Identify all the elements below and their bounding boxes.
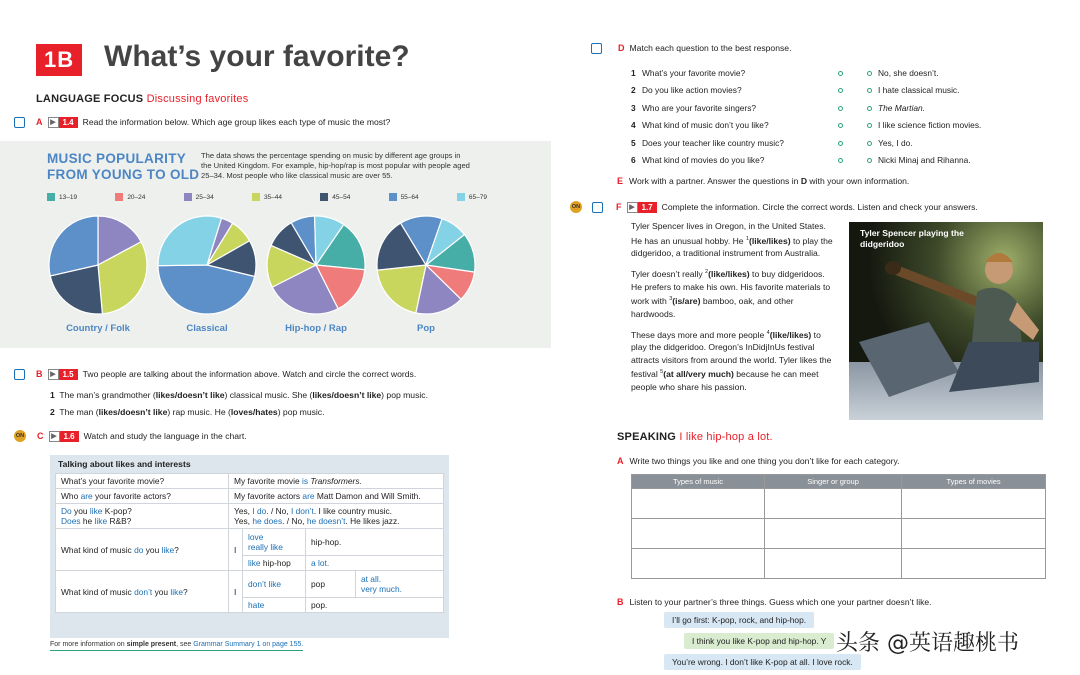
legend-swatch bbox=[389, 193, 397, 201]
speaking-label: SPEAKING bbox=[617, 431, 677, 443]
table-cell: I bbox=[229, 571, 243, 613]
writing-cell[interactable] bbox=[902, 549, 1046, 579]
match-question: What’s your favorite movie? bbox=[642, 67, 746, 78]
exercise-b-item-2: 2 The man (likes/doesn’t like) rap music. He (loves/hates) pop music. bbox=[50, 407, 325, 417]
speaking-a bbox=[617, 455, 900, 467]
legend-label: 45–54 bbox=[332, 193, 351, 201]
match-answer: Yes, I do. bbox=[878, 137, 913, 148]
pie-charts bbox=[0, 211, 551, 348]
circle-choice[interactable]: (like/likes) bbox=[749, 235, 791, 246]
panel-title-line1: MUSIC POPULARITY bbox=[47, 151, 187, 166]
legend-label: 25–34 bbox=[195, 193, 214, 201]
legend-item bbox=[115, 193, 145, 201]
table-row bbox=[56, 504, 444, 529]
exercise-letter: B bbox=[36, 369, 43, 379]
match-dot-left[interactable] bbox=[820, 120, 860, 130]
exercise-c bbox=[14, 430, 247, 442]
item-number: 1 bbox=[631, 67, 636, 78]
exercise-f bbox=[570, 201, 978, 213]
language-table bbox=[55, 473, 444, 613]
match-question: What kind of movies do you like? bbox=[642, 155, 765, 166]
exercise-f-text: Complete the information. Circle the correct words. Listen and check your answers. bbox=[661, 202, 978, 212]
photo-caption: Tyler Spencer playing the didgeridoo bbox=[860, 228, 964, 249]
match-dot-left[interactable] bbox=[820, 138, 860, 148]
column-header: Types of music bbox=[632, 475, 765, 489]
match-row bbox=[631, 134, 1001, 152]
edit-icon bbox=[14, 369, 25, 380]
match-row bbox=[631, 152, 1001, 170]
play-icon: ▶ bbox=[49, 431, 60, 442]
match-dot-left[interactable] bbox=[820, 155, 860, 165]
item-number: 2 bbox=[631, 85, 636, 96]
language-focus-heading bbox=[36, 93, 248, 105]
play-audio-button[interactable] bbox=[627, 202, 657, 213]
exercise-letter: F bbox=[616, 202, 622, 212]
unit-badge: 1B bbox=[36, 44, 82, 76]
table-row bbox=[632, 549, 1046, 579]
online-icon: ON bbox=[14, 430, 26, 442]
match-row bbox=[631, 117, 1001, 135]
reading-paragraph: Tyler doesn’t really $^2$(like/likes) to buy didgeridoos. He prefers to make his own. His favorite materials to work with $^3$(is/are) bamboo, oak, and other hardwoods. bbox=[631, 269, 831, 319]
table-row bbox=[632, 489, 1046, 519]
writing-cell[interactable] bbox=[902, 519, 1046, 549]
match-dot-right[interactable] bbox=[860, 138, 878, 148]
legend-swatch bbox=[252, 193, 260, 201]
exercise-letter: E bbox=[617, 176, 624, 186]
speaking-topic: I like hip-hop a lot. bbox=[679, 431, 773, 443]
match-row bbox=[631, 99, 1001, 117]
exercise-b-text: Two people are talking about the information above. Watch and circle the correct words. bbox=[82, 369, 417, 379]
tyler-photo bbox=[849, 222, 1043, 420]
table-cell: Who are your favorite actors? bbox=[56, 489, 229, 504]
page-title: What’s your favorite? bbox=[104, 40, 410, 73]
table-cell: love really like bbox=[243, 529, 306, 556]
legend-label: 55–64 bbox=[400, 193, 419, 201]
table-cell: What kind of music do you like? bbox=[56, 529, 229, 571]
match-question: What kind of music don’t you like? bbox=[642, 120, 769, 131]
table-row bbox=[56, 474, 444, 489]
video-number: 1.5 bbox=[59, 369, 78, 380]
writing-cell[interactable] bbox=[632, 489, 765, 519]
watermark: 头条 @英语趣桃书 bbox=[836, 631, 1019, 656]
match-dot-left[interactable] bbox=[820, 68, 860, 78]
table-cell: hate bbox=[243, 598, 306, 613]
reading-paragraph: These days more and more people $^4$(like/likes) to play the didgeridoo. Oregon’s InDidjInUs festival attracts visitors from around the world. Tyler likes the festival $^5$(at all/very much) because he can meet people who share his passion. bbox=[631, 329, 832, 392]
legend-label: 13–19 bbox=[59, 193, 78, 201]
video-number: 1.6 bbox=[60, 431, 79, 442]
table-header-row bbox=[632, 475, 1046, 489]
pie-label: Classical bbox=[186, 323, 228, 334]
play-icon: ▶ bbox=[48, 369, 59, 380]
table-cell: My favorite actors are Matt Damon and Will Smith. bbox=[229, 489, 444, 504]
match-question: Do you like action movies? bbox=[642, 85, 742, 96]
table-cell: like hip-hop bbox=[243, 556, 306, 571]
table-row bbox=[632, 519, 1046, 549]
panel-title-line2: FROM YOUNG TO OLD bbox=[47, 167, 200, 182]
table-cell: What’s your favorite movie? bbox=[56, 474, 229, 489]
tyler-reading bbox=[631, 220, 837, 400]
speech-bubble: You’re wrong. I don’t like K-pop at all. I love rock. bbox=[664, 654, 861, 670]
writing-cell[interactable] bbox=[764, 519, 901, 549]
table-cell: hip-hop. bbox=[306, 529, 444, 556]
exercise-letter: A bbox=[617, 456, 624, 466]
column-header: Singer or group bbox=[764, 475, 901, 489]
audio-number: 1.7 bbox=[638, 202, 657, 213]
play-video-button[interactable] bbox=[48, 117, 78, 128]
table-cell: don’t like bbox=[243, 571, 306, 598]
legend-item bbox=[457, 193, 487, 201]
writing-cell[interactable] bbox=[764, 489, 901, 519]
match-answer: I like science fiction movies. bbox=[878, 120, 982, 131]
pie-label: Hip-hop / Rap bbox=[285, 323, 347, 334]
legend-swatch bbox=[184, 193, 192, 201]
exercise-letter: D bbox=[618, 43, 625, 53]
pie-slice bbox=[49, 216, 98, 276]
item-number: 4 bbox=[631, 120, 636, 131]
match-dot-left[interactable] bbox=[820, 103, 860, 113]
matching-list bbox=[631, 64, 1001, 169]
writing-cell[interactable] bbox=[902, 489, 1046, 519]
match-question: Does your teacher like country music? bbox=[642, 137, 784, 148]
legend-item bbox=[320, 193, 350, 201]
exercise-a-text: Read the information below. Which age group likes each type of music the most? bbox=[82, 117, 391, 127]
circle-choice[interactable]: (at all/very much) bbox=[663, 369, 734, 380]
match-dot-right[interactable] bbox=[860, 103, 878, 113]
online-icon: ON bbox=[570, 201, 582, 213]
circle-choice[interactable]: (like/likes) bbox=[769, 329, 812, 340]
reading-paragraph: Tyler Spencer lives in Oregon, in the United States. He has an unusual hobby. He $^1$(like/likes) to play the didgeridoo, a traditional instrument from Australia. bbox=[631, 221, 833, 258]
legend-swatch bbox=[47, 193, 55, 201]
exercise-letter: B bbox=[617, 597, 624, 607]
match-answer: Nicki Minaj and Rihanna. bbox=[878, 155, 971, 166]
speaking-a-text: Write two things you like and one thing you don’t like for each category. bbox=[629, 456, 900, 466]
match-row bbox=[631, 82, 1001, 100]
grammar-summary-link[interactable]: Grammar Summary 1 on page 155. bbox=[193, 641, 304, 648]
play-icon: ▶ bbox=[627, 202, 638, 213]
match-dot-right[interactable] bbox=[860, 85, 878, 95]
exercise-b bbox=[14, 368, 416, 380]
match-row bbox=[631, 64, 1001, 82]
legend-item bbox=[389, 193, 419, 201]
table-cell: at all. very much. bbox=[356, 571, 444, 598]
table-cell: I bbox=[229, 529, 243, 571]
chart-legend bbox=[47, 193, 487, 201]
match-dot-right[interactable] bbox=[860, 68, 878, 78]
legend-item bbox=[47, 193, 77, 201]
video-number: 1.4 bbox=[59, 117, 78, 128]
circle-choice[interactable]: (is/are) bbox=[672, 296, 701, 307]
table-cell: a lot. bbox=[306, 556, 444, 571]
pie-label: Pop bbox=[417, 323, 435, 334]
grammar-footnote: For more information on simple present, see Grammar Summary 1 on page 155. bbox=[50, 641, 303, 651]
exercise-b-item-1: 1 The man’s grandmother (likes/doesn’t like) classical music. She (likes/doesn’t like) pop music. bbox=[50, 390, 428, 400]
circle-choice[interactable]: (like/likes) bbox=[708, 269, 750, 280]
exercise-letter: C bbox=[37, 431, 44, 441]
legend-item bbox=[184, 193, 214, 201]
speech-bubble: I’ll go first: K-pop, rock, and hip-hop. bbox=[664, 612, 814, 628]
match-answer: I hate classical music. bbox=[878, 85, 960, 96]
table-cell: My favorite movie is Transformers. bbox=[229, 474, 444, 489]
exercise-d-text: Match each question to the best response. bbox=[629, 43, 792, 53]
language-focus-label: LANGUAGE FOCUS bbox=[36, 93, 144, 105]
edit-icon bbox=[14, 117, 25, 128]
table-row bbox=[56, 571, 444, 598]
table-row bbox=[56, 489, 444, 504]
exercise-c-text: Watch and study the language in the chart. bbox=[83, 431, 247, 441]
speaking-table bbox=[631, 474, 1046, 579]
writing-cell[interactable] bbox=[764, 549, 901, 579]
exercise-e: E Work with a partner. Answer the questions in D with your own information. bbox=[617, 176, 910, 186]
panel-title bbox=[47, 151, 199, 183]
speech-bubble: I think you like K-pop and hip-hop. Y bbox=[684, 633, 834, 649]
play-icon: ▶ bbox=[48, 117, 59, 128]
speaking-b-text: Listen to your partner’s three things. Guess which one your partner doesn’t like. bbox=[629, 597, 932, 607]
table-row bbox=[56, 529, 444, 556]
table-cell: Yes, I do. / No, I don’t. I like country music. Yes, he does. / No, he doesn’t. He likes jazz. bbox=[229, 504, 444, 529]
item-number: 6 bbox=[631, 155, 636, 166]
match-question: Who are your favorite singers? bbox=[642, 102, 757, 113]
match-dot-right[interactable] bbox=[860, 155, 878, 165]
legend-label: 20–24 bbox=[127, 193, 146, 201]
legend-swatch bbox=[115, 193, 123, 201]
legend-swatch bbox=[457, 193, 465, 201]
match-answer: The Martian. bbox=[878, 102, 926, 113]
match-answer: No, she doesn’t. bbox=[878, 67, 939, 78]
edit-icon bbox=[591, 43, 602, 54]
language-focus-topic: Discussing favorites bbox=[146, 93, 249, 105]
edit-icon bbox=[592, 202, 603, 213]
speaking-b bbox=[617, 596, 932, 608]
legend-swatch bbox=[320, 193, 328, 201]
table-cell: pop bbox=[306, 571, 356, 598]
play-video-button[interactable] bbox=[49, 431, 79, 442]
writing-cell[interactable] bbox=[632, 549, 765, 579]
play-video-button[interactable] bbox=[48, 369, 78, 380]
table-cell: What kind of music don’t you like? bbox=[56, 571, 229, 613]
language-chart bbox=[50, 455, 449, 638]
speaking-heading bbox=[617, 431, 773, 443]
legend-label: 35–44 bbox=[263, 193, 283, 201]
column-header: Types of movies bbox=[902, 475, 1046, 489]
exercise-letter: A bbox=[36, 117, 43, 127]
pie-label: Country / Folk bbox=[66, 323, 130, 334]
language-chart-heading: Talking about likes and interests bbox=[58, 459, 191, 469]
match-dot-right[interactable] bbox=[860, 120, 878, 130]
item-number: 5 bbox=[631, 137, 636, 148]
exercise-d bbox=[591, 42, 791, 54]
panel-description: The data shows the percentage spending on music by different age groups in the United Kingdom. For example, hip-hop/rap is most popular with people aged 25–34. Most people who like classical music are over 55. bbox=[201, 151, 470, 180]
legend-item bbox=[252, 193, 282, 201]
exercise-a bbox=[14, 116, 390, 128]
table-cell: pop. bbox=[306, 598, 444, 613]
item-number: 3 bbox=[631, 102, 636, 113]
didgeridoo-player-image bbox=[849, 222, 1043, 420]
match-dot-left[interactable] bbox=[820, 85, 860, 95]
writing-cell[interactable] bbox=[632, 519, 765, 549]
legend-label: 65–79 bbox=[468, 193, 487, 201]
music-popularity-panel bbox=[0, 141, 551, 348]
table-cell: Do you like K-pop? Does he like R&B? bbox=[56, 504, 229, 529]
